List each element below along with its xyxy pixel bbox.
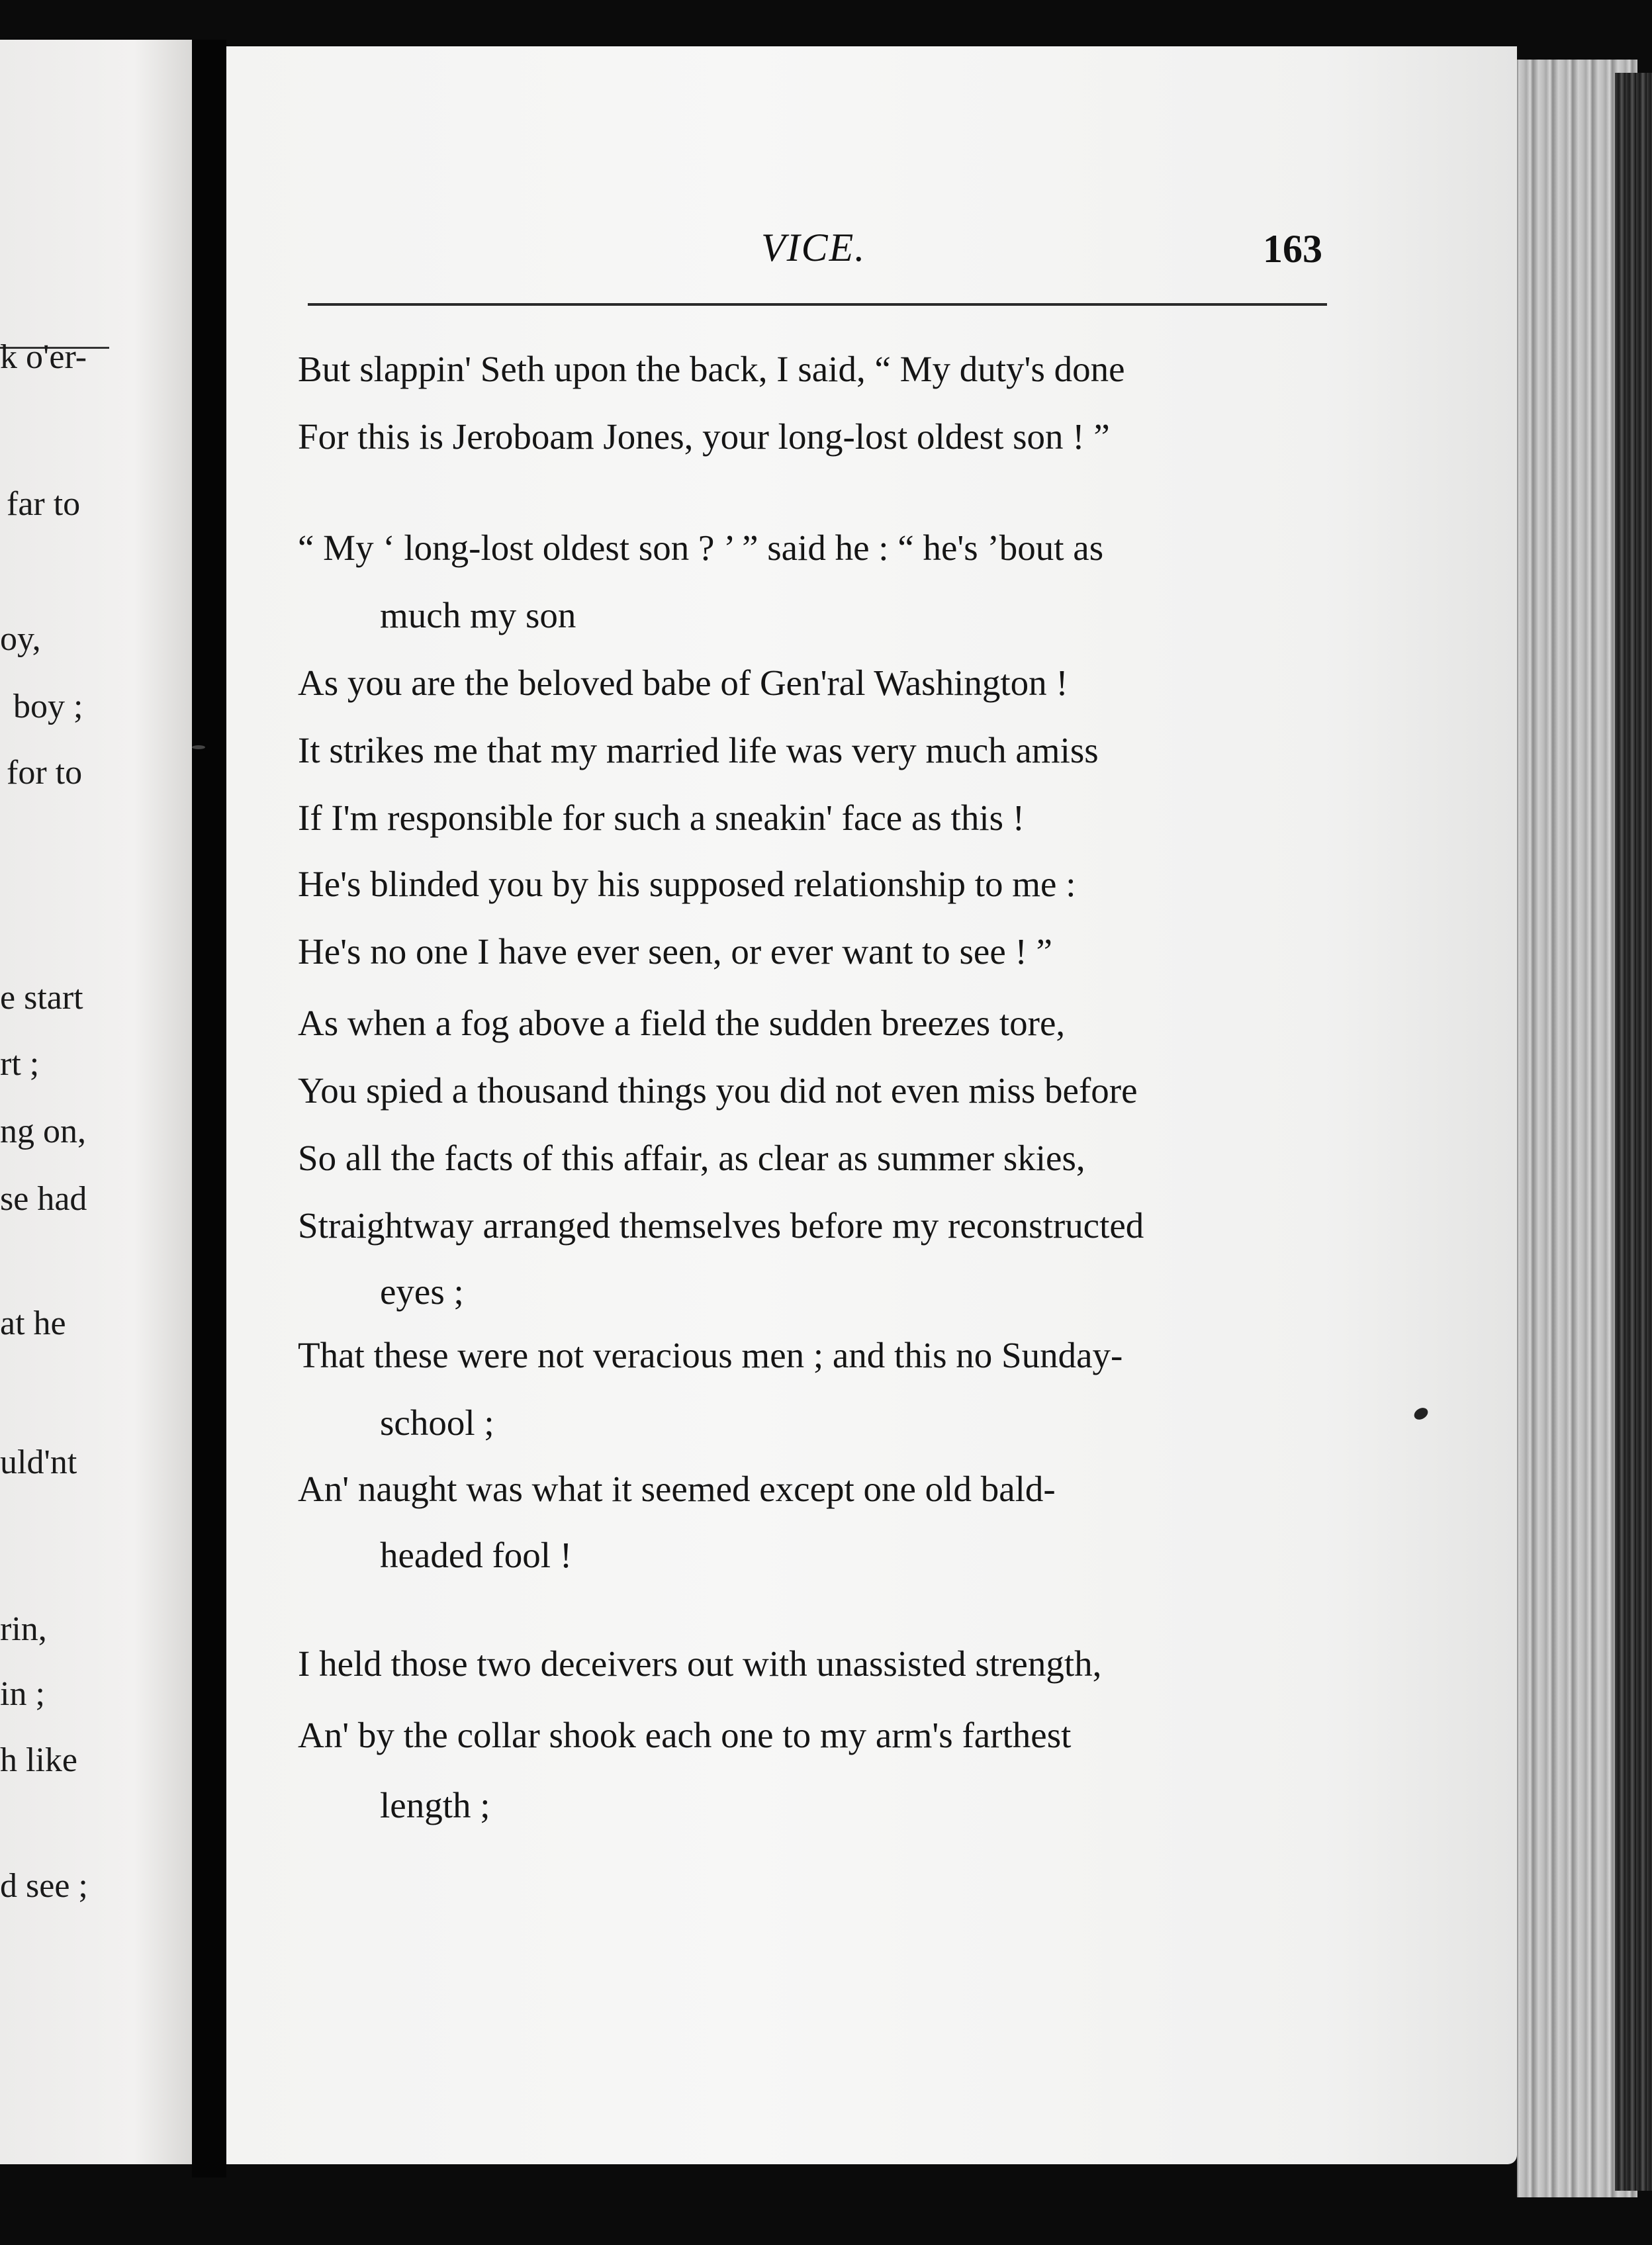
header-rule [308,303,1327,306]
left-page-fragment: oy, [0,620,41,658]
book-gutter [192,40,226,2177]
left-page-fragment: ng on, [0,1113,86,1150]
verse-line: headed fool ! [380,1535,573,1575]
left-page-fragment: rt ; [0,1045,40,1083]
page-number: 163 [1263,227,1322,271]
verse-line: An' naught was what it seemed except one old bald- [298,1469,1056,1509]
left-page-fragment: far to [7,485,81,523]
page-edges-shadow [1615,73,1652,2191]
verse-line: If I'm responsible for such a sneakin' face as this ! [298,798,1025,838]
verse-line: As you are the beloved babe of Gen'ral Washington ! [298,663,1068,703]
verse-line: length ; [380,1785,490,1825]
left-page-fragment: in ; [0,1675,45,1713]
left-page-fragment: h like [0,1741,77,1779]
verse-line: So all the facts of this affair, as clear as summer skies, [298,1138,1085,1178]
verse-line: That these were not veracious men ; and this no Sunday- [298,1335,1123,1375]
left-page-fragment: e start [0,979,83,1017]
left-page-fragment: k o'er- [0,338,87,376]
verse-line: much my son [380,595,576,635]
verse-line: school ; [380,1402,494,1443]
verse-line: You spied a thousand things you did not even miss before [298,1070,1138,1111]
verse-line: I held those two deceivers out with unassisted strength, [298,1643,1102,1684]
left-page-fragment: se had [0,1180,87,1218]
verse-line: He's blinded you by his supposed relationship to me : [298,864,1076,904]
verse-line: “ My ‘ long-lost oldest son ? ’ ” said he : “ he's ’bout as [298,527,1104,568]
left-page-fragment: at he [0,1305,66,1342]
left-page-fragment: boy ; [13,688,83,725]
verse-line: For this is Jeroboam Jones, your long-lost oldest son ! ” [298,416,1110,457]
verse-line: An' by the collar shook each one to my arm's farthest [298,1715,1072,1755]
left-page-fragment: uld'nt [0,1443,77,1481]
verse-line: It strikes me that my married life was very much amiss [298,730,1099,770]
running-head: VICE. [761,226,866,269]
verse-line: He's no one I have ever seen, or ever want to see ! ” [298,931,1052,972]
verse-line: eyes ; [380,1271,464,1312]
ink-mark [192,745,205,749]
left-page-fragment: d see ; [0,1867,88,1905]
left-page-fragment: for to [7,754,83,792]
verse-line: As when a fog above a field the sudden breezes tore, [298,1003,1066,1043]
verse-line: But slappin' Seth upon the back, I said, “ My duty's done [298,349,1125,389]
left-page-fragment: rin, [0,1610,47,1648]
verse-line: Straightway arranged themselves before my reconstructed [298,1205,1144,1246]
